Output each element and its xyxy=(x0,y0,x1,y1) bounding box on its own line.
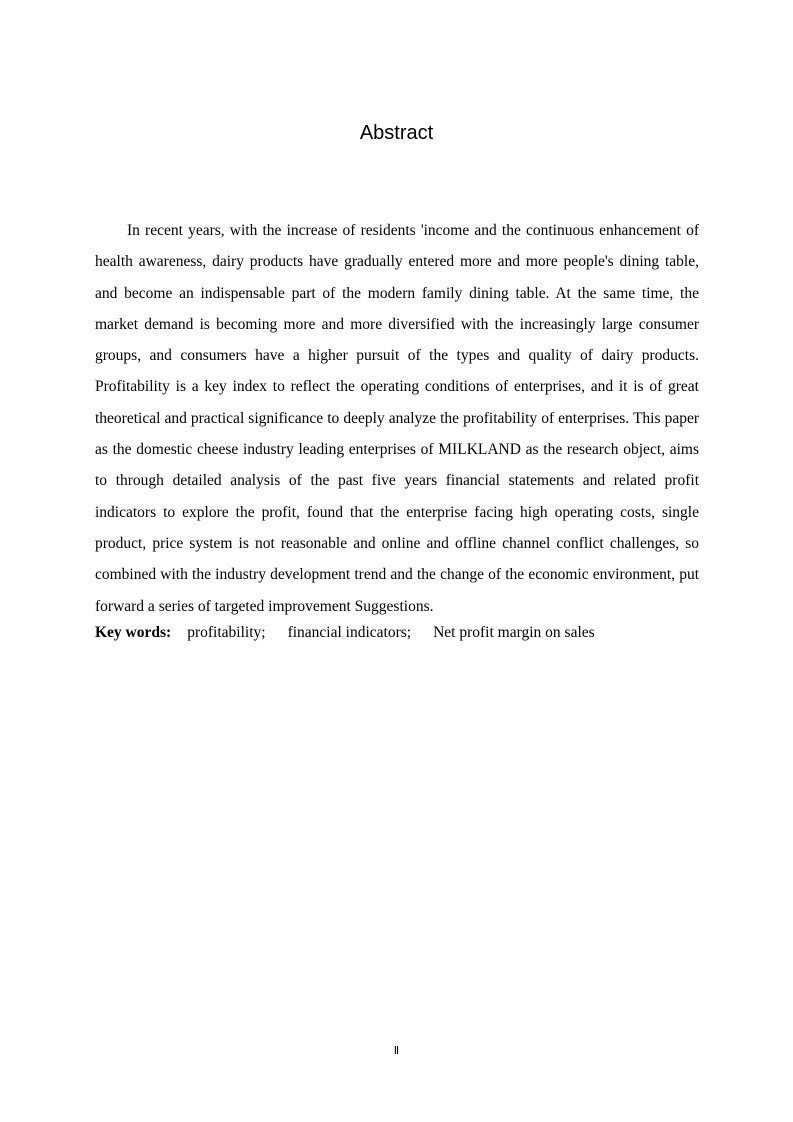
keywords-label: Key words: xyxy=(95,624,172,641)
keyword-term: profitability; xyxy=(187,624,266,641)
keywords-line xyxy=(95,621,699,645)
page-title: Abstract xyxy=(359,122,434,144)
keyword-term: Net profit margin on sales xyxy=(433,624,595,641)
keyword-term: financial indicators; xyxy=(287,624,412,641)
abstract-body: In recent years, with the increase of residents 'income and the continuous enhancement of health awareness, dairy products have gradually entered more and more people's dining table, and become an indispensable part of the modern family dining table. At the same time, the market demand is becoming more and more diversified with the increasingly large consumer groups, and consumers have a higher pursuit of the types and quality of dairy products. Profitability is a key index to reflect the operating conditions of enterprises, and it is of great theoretical and practical significance to deeply analyze the profitability of enterprises. This paper as the domestic cheese industry leading enterprises of MILKLAND as the research object, aims to through detailed analysis of the past five years financial statements and related profit indicators to explore the profit, found that the enterprise facing high operating costs, single product, price system is not reasonable and online and offline channel conflict challenges, so combined with the industry development trend and the change of the economic environment, put forward a series of targeted improvement Suggestions. xyxy=(95,222,699,615)
page-number: Ⅱ xyxy=(393,1045,400,1057)
